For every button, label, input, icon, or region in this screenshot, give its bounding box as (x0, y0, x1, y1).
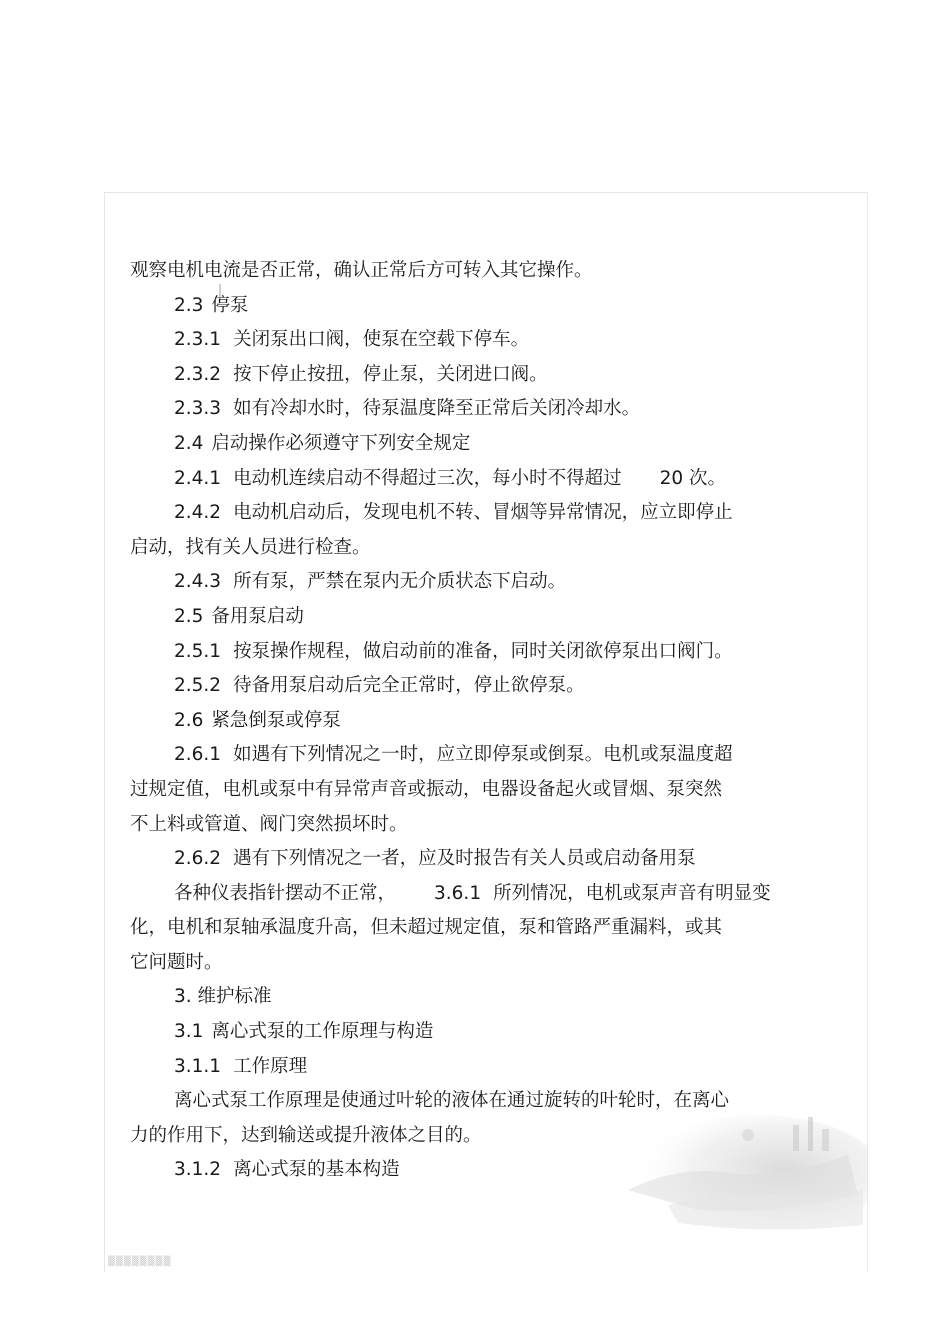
paragraph-continuation (130, 808, 830, 843)
paragraph-continuation (130, 531, 830, 566)
section-heading-3 (130, 980, 830, 1015)
paragraph-continuation (130, 946, 830, 981)
section-number: 2.6 (174, 709, 204, 731)
section-number: 2.4.1 (174, 467, 222, 489)
document-body (130, 254, 830, 1188)
section-title: 离心式泵的工作原理与构造 (211, 1021, 434, 1043)
section-title: 备用泵启动 (211, 605, 304, 627)
body-text: 启动，找有关人员进行检查。 (130, 536, 371, 558)
body-text: 所有泵，严禁在泵内无介质状态下启动。 (233, 571, 567, 593)
section-number: 2.5.1 (174, 640, 222, 662)
section-number: 2.4.2 (174, 502, 222, 524)
body-text: 电动机连续启动不得超过三次，每小时不得超过 (233, 467, 622, 489)
section-number: 2.6.2 (174, 848, 222, 870)
section-heading-3-1-1 (130, 1050, 830, 1085)
section-heading-2-4 (130, 427, 830, 462)
section-number: 3.1.2 (174, 1159, 222, 1181)
body-text: 按泵操作规程，做启动前的准备，同时关闭欲停泵出口阀门。 (233, 640, 733, 662)
section-heading-2-3 (130, 289, 830, 324)
section-title: 3. 维护标准 (174, 986, 272, 1008)
section-2-5-1 (130, 635, 830, 670)
section-title: 工作原理 (233, 1055, 308, 1077)
section-heading-3-1 (130, 1015, 830, 1050)
section-2-6-2 (130, 842, 830, 877)
section-number: 2.3.3 (174, 398, 222, 420)
body-text: 过规定值，电机或泵中有异常声音或振动，电器设备起火或冒烟、泵突然 (130, 778, 723, 800)
section-title: 离心式泵的基本构造 (233, 1159, 400, 1181)
section-2-4-2 (130, 496, 830, 531)
section-number: 2.6.1 (174, 744, 222, 766)
body-text: 离心式泵工作原理是使通过叶轮的液体在通过旋转的叶轮时，在离心 (174, 1090, 730, 1112)
section-number: 2.3 (174, 294, 204, 316)
body-text: 待备用泵启动后完全正常时，停止欲停泵。 (233, 675, 585, 697)
section-number: 2.4.3 (174, 571, 222, 593)
section-2-6-1 (130, 738, 830, 773)
body-text: 观察电机电流是否正常，确认正常后方可转入其它操作。 (130, 260, 593, 281)
body-text: 化，电机和泵轴承温度升高，但未超过规定值，泵和管路严重漏料，或其 (130, 917, 723, 939)
section-2-4-3 (130, 565, 830, 600)
paragraph-continuation (130, 1119, 830, 1154)
body-text: 如遇有下列情况之一时，应立即停泵或倒泵。电机或泵温度超 (233, 744, 733, 766)
body-text: 所列情况，电机或泵声音有明显变 (493, 882, 771, 904)
body-text: 20 次。 (659, 467, 727, 489)
section-number: 2.5 (174, 605, 204, 627)
section-title: 启动操作必须遵守下列安全规定 (211, 432, 471, 454)
section-title: 停泵 (211, 294, 249, 316)
section-number: 2.4 (174, 432, 204, 454)
section-number: 2.3.2 (174, 363, 222, 385)
section-number: 3.6.1 (434, 882, 482, 904)
section-number: 2.3.1 (174, 329, 222, 351)
body-text: 力的作用下，达到输送或提升液体之目的。 (130, 1124, 482, 1146)
section-3-1-1-body (130, 1084, 830, 1119)
section-2-3-3 (130, 392, 830, 427)
section-2-5-2 (130, 669, 830, 704)
body-text: 各种仪表指针摆动不正常， (174, 882, 397, 904)
section-heading-2-5 (130, 600, 830, 635)
section-number: 3.1 (174, 1021, 204, 1043)
body-text: 关闭泵出口阀，使泵在空载下停车。 (233, 329, 530, 351)
body-text: 不上料或管道、阀门突然损坏时。 (130, 813, 408, 835)
section-title: 紧急倒泵或停泵 (211, 709, 341, 731)
section-3-6-1 (130, 877, 830, 912)
section-number: 2.5.2 (174, 675, 222, 697)
body-text: 如有冷却水时，待泵温度降至正常后关闭冷却水。 (233, 398, 641, 420)
section-2-3-1 (130, 323, 830, 358)
body-text: 电动机启动后，发现电机不转、冒烟等异常情况，应立即停止 (233, 502, 733, 524)
body-text: 它问题时。 (130, 951, 223, 973)
paragraph-continuation (130, 773, 830, 808)
section-2-4-1 (130, 462, 830, 497)
paragraph-line (130, 254, 830, 289)
section-heading-3-1-2 (130, 1153, 830, 1188)
section-number: 3.1.1 (174, 1055, 222, 1077)
section-2-3-2 (130, 358, 830, 393)
body-text: 按下停止按扭，停止泵，关闭进口阀。 (233, 363, 548, 385)
section-heading-2-6 (130, 704, 830, 739)
body-text: 遇有下列情况之一者，应及时报告有关人员或启动备用泵 (233, 848, 696, 870)
footer-watermark-mark: ▒▒▒▒▒▒▒▒ (108, 1257, 172, 1267)
paragraph-continuation (130, 911, 830, 946)
